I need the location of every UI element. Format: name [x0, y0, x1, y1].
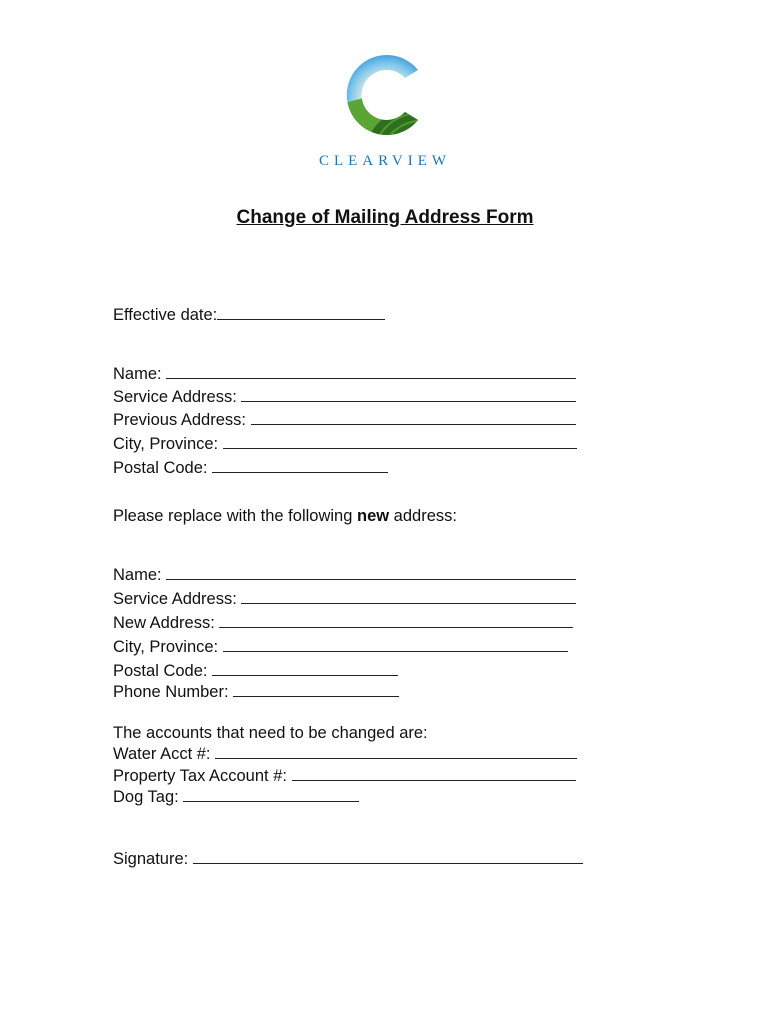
current-name-row — [113, 364, 576, 384]
dog-tag-label: Dog Tag: — [113, 788, 179, 806]
accounts-intro: The accounts that need to be changed are: — [113, 724, 428, 742]
current-postal-code-label: Postal Code: — [113, 459, 208, 477]
new-postal-code-field[interactable] — [212, 661, 398, 676]
previous-address-row — [113, 410, 576, 430]
effective-date-field[interactable] — [217, 305, 385, 320]
property-tax-label: Property Tax Account #: — [113, 767, 287, 785]
water-acct-field[interactable] — [215, 744, 577, 759]
new-postal-code-label: Postal Code: — [113, 662, 208, 680]
new-city-province-label: City, Province: — [113, 638, 219, 656]
current-name-label: Name: — [113, 365, 162, 383]
new-service-address-label: Service Address: — [113, 590, 237, 608]
signature-label: Signature: — [113, 850, 189, 868]
replace-bold: new — [356, 507, 390, 525]
phone-number-label: Phone Number: — [113, 683, 229, 701]
current-service-address-label: Service Address: — [113, 388, 237, 406]
signature-field[interactable] — [193, 849, 583, 864]
new-city-province-row — [113, 637, 568, 657]
new-address-field[interactable] — [219, 613, 573, 628]
current-city-province-label: City, Province: — [113, 435, 219, 453]
property-tax-row — [113, 766, 576, 786]
effective-date-row — [113, 305, 385, 325]
current-service-address-field[interactable] — [241, 387, 576, 402]
phone-number-row — [113, 682, 399, 702]
water-acct-row — [113, 744, 577, 764]
clearview-logo-icon — [343, 52, 429, 138]
effective-date-label: Effective date: — [113, 306, 218, 324]
replace-prefix: Please replace with the following — [113, 507, 353, 525]
new-city-province-field[interactable] — [223, 637, 568, 652]
new-address-label: New Address: — [113, 614, 215, 632]
brand-name: CLEARVIEW — [318, 153, 452, 169]
current-service-address-row — [113, 387, 576, 407]
new-service-address-row — [113, 589, 576, 609]
current-city-province-field[interactable] — [223, 434, 577, 449]
new-address-row — [113, 613, 573, 633]
new-service-address-field[interactable] — [241, 589, 576, 604]
new-name-label: Name: — [113, 566, 162, 584]
current-name-field[interactable] — [166, 364, 576, 379]
new-name-row — [113, 565, 576, 585]
new-postal-code-row — [113, 661, 398, 681]
property-tax-field[interactable] — [292, 766, 576, 781]
phone-number-field[interactable] — [233, 682, 399, 697]
current-city-province-row — [113, 434, 577, 454]
dog-tag-field[interactable] — [183, 787, 359, 802]
new-name-field[interactable] — [166, 565, 576, 580]
form-title: Change of Mailing Address Form — [236, 207, 534, 228]
previous-address-label: Previous Address: — [113, 411, 246, 429]
replace-instruction — [113, 506, 457, 526]
replace-suffix: address: — [393, 507, 457, 525]
signature-row — [113, 849, 583, 869]
current-postal-code-field[interactable] — [212, 458, 388, 473]
previous-address-field[interactable] — [251, 410, 576, 425]
water-acct-label: Water Acct #: — [113, 745, 211, 763]
dog-tag-row — [113, 787, 359, 807]
current-postal-code-row — [113, 458, 388, 478]
